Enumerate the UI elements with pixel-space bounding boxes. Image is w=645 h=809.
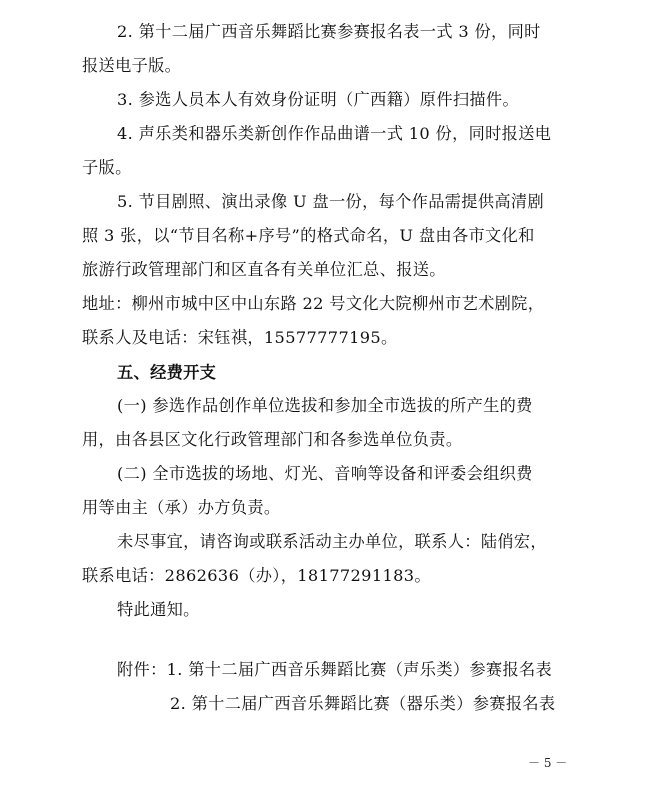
item-4-line-2: 子版。 xyxy=(82,158,132,177)
attachment-1: 附件：1. 第十二届广西音乐舞蹈比赛（声乐类）参赛报名表 xyxy=(117,660,553,679)
contact-line: 联系人及电话：宋钰祺，15577777195。 xyxy=(82,328,398,347)
funding-item-2-line-2: 用等由主（承）办方负责。 xyxy=(82,498,281,517)
item-2-line-1: 2. 第十二届广西音乐舞蹈比赛参赛报名表一式 3 份，同时 xyxy=(117,22,541,41)
attachment-2: 2. 第十二届广西音乐舞蹈比赛（器乐类）参赛报名表 xyxy=(170,694,556,713)
funding-item-1-line-1: (一) 参选作品创作单位选拔和参加全市选拔的所产生的费 xyxy=(117,396,533,415)
inquiry-line-2: 联系电话：2862636（办），18177291183。 xyxy=(82,566,431,585)
address-line: 地址：柳州市城中区中山东路 22 号文化大院柳州市艺术剧院， xyxy=(82,294,545,313)
item-4-line-1: 4. 声乐类和器乐类新创作作品曲谱一式 10 份，同时报送电 xyxy=(117,124,552,143)
inquiry-line-1: 未尽事宜，请咨询或联系活动主办单位，联系人：陆俏宏， xyxy=(117,532,547,551)
item-5-line-1: 5. 节目剧照、演出录像 U 盘一份，每个作品需提供高清剧 xyxy=(117,192,544,211)
page-number: － 5 － xyxy=(528,756,568,770)
section-heading: 五、经费开支 xyxy=(117,363,217,382)
funding-item-2-line-1: (二) 全市选拔的场地、灯光、音响等设备和评委会组织费 xyxy=(117,464,533,483)
funding-item-1-line-2: 用，由各县区文化行政管理部门和各参选单位负责。 xyxy=(82,430,463,449)
item-3-line-1: 3. 参选人员本人有效身份证明（广西籍）原件扫描件。 xyxy=(117,90,520,109)
item-5-line-3: 旅游行政管理部门和区直各有关单位汇总、报送。 xyxy=(82,260,446,279)
closing-notice: 特此通知。 xyxy=(117,600,200,619)
item-5-line-2: 照 3 张，以“节目名称+序号”的格式命名，U 盘由各市文化和 xyxy=(82,226,535,245)
item-2-line-2: 报送电子版。 xyxy=(82,56,182,75)
